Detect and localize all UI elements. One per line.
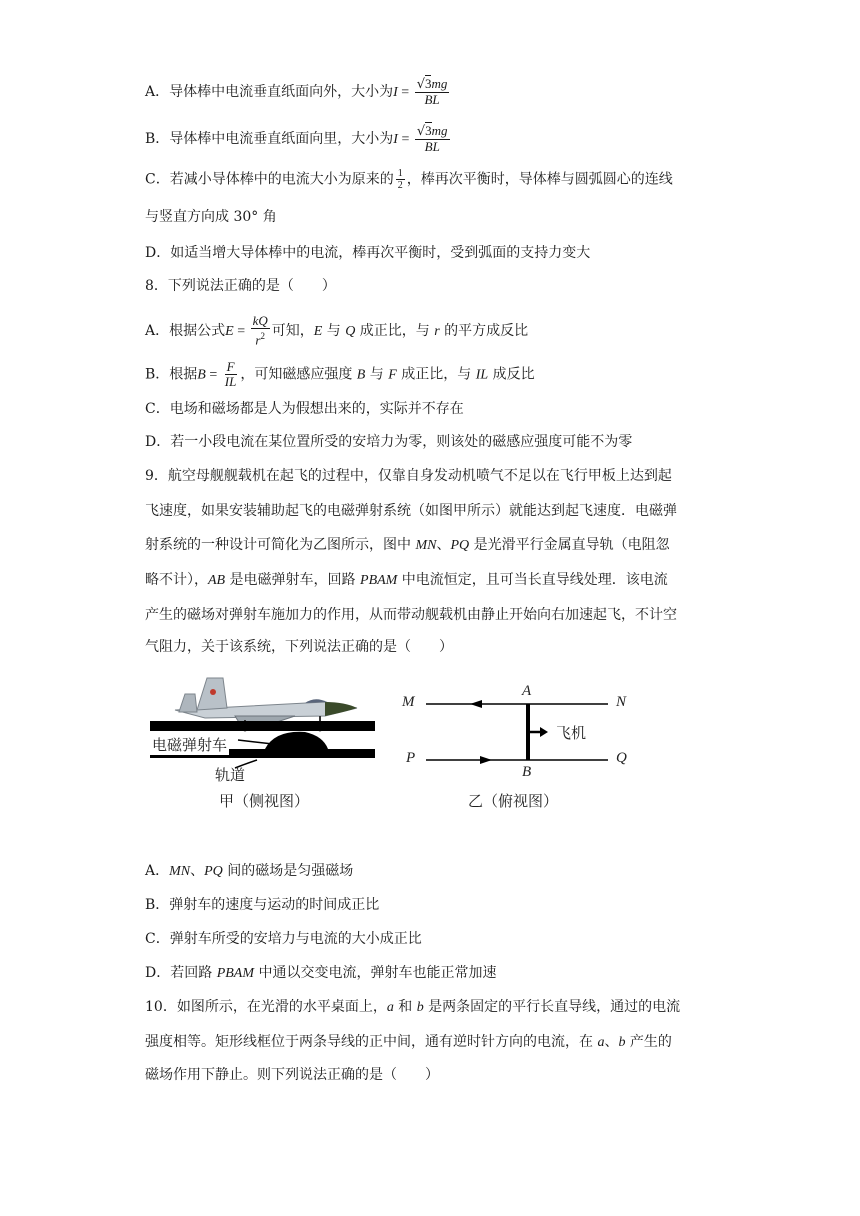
- q7-option-d: D．如适当增大导体棒中的电流，棒再次平衡时，受到弧面的支持力变大: [145, 245, 591, 261]
- q9-stem-line4: 略不计），AB 是电磁弹射车，回路 PBAM 中电流恒定，且可当长直导线处理．该电流: [145, 572, 668, 588]
- q9-option-b: B．弹射车的速度与运动的时间成正比: [145, 897, 380, 913]
- q7-option-c-line2: 与竖直方向成 30° 角: [145, 209, 277, 225]
- formula-fraction: $\frac{√3mg}{BL}$: [416, 76, 448, 107]
- q9-stem-line2: 飞速度，如果安装辅助起飞的电磁弹射系统（如图甲所示）就能达到起飞速度．电磁弹: [145, 503, 677, 519]
- q9-stem-line1: 9．航空母舰舰载机在起飞的过程中，仅靠自身发动机喷气不足以在飞行甲板上达到起: [145, 468, 672, 484]
- label-M: M: [402, 694, 415, 710]
- formula-lhs: I: [393, 85, 398, 100]
- option-text: A．导体棒中电流垂直纸面向外，大小为: [145, 84, 394, 100]
- q9-stem-line3: 射系统的一种设计可简化为乙图所示，图中 MN、PQ 是光滑平行金属直导轨（电阻忽: [145, 537, 670, 553]
- figure-jia-side-view: [145, 672, 385, 812]
- option-text: C．若减小导体棒中的电流大小为原来的: [145, 171, 394, 188]
- formula-fraction: $\frac{√3mg}{BL}$: [416, 123, 448, 154]
- label-catapult-car: 电磁弹射车: [152, 736, 228, 754]
- q8-option-d: D．若一小段电流在某位置所受的安培力为零，则该处的磁感应强度可能不为零: [145, 434, 633, 450]
- caption-yi: 乙（俯视图）: [468, 792, 559, 810]
- q7-option-c: C．若减小导体棒中的电流大小为原来的 $\frac{1}{2}$ ，棒再次平衡时，导体棒与圆弧圆心的连线: [145, 168, 673, 191]
- label-P: P: [406, 750, 416, 766]
- q7-option-b: B．导体棒中电流垂直纸面向里，大小为I = $\frac{√3mg}{BL}$: [145, 123, 448, 154]
- label-B: B: [522, 764, 532, 780]
- q7-option-a: A．导体棒中电流垂直纸面向外，大小为I = $\frac{√3mg}{BL}$: [145, 76, 448, 107]
- caption-jia: 甲（侧视图）: [219, 792, 310, 810]
- q8-option-c: C．电场和磁场都是人为假想出来的，实际并不存在: [145, 401, 464, 417]
- label-Q: Q: [616, 750, 627, 766]
- figure-yi-top-view: [398, 680, 638, 815]
- formula-fraction: $\frac{F}{IL}$: [224, 359, 237, 389]
- q10-stem-line3: 磁场作用下静止。则下列说法正确的是（ ）: [145, 1067, 439, 1083]
- q8-option-b: B．根据B = $\frac{F}{IL}$ ，可知磁感应强度 B 与 F 成正比，与 IL 成反比: [145, 359, 535, 389]
- label-track: 轨道: [215, 766, 246, 784]
- q10-stem-line1: 10．如图所示，在光滑的水平桌面上，a 和 b 是两条固定的平行长直导线，通过的电流: [145, 999, 681, 1015]
- formula-lhs: I: [393, 132, 398, 147]
- q9-option-c: C．弹射车所受的安培力与电流的大小成正比: [145, 931, 422, 947]
- q9-option-d: D．若回路 PBAM 中通以交变电流，弹射车也能正常加速: [145, 965, 497, 981]
- half-fraction: $\frac{1}{2}$: [397, 168, 403, 191]
- q9-option-a: A．MN、PQ 间的磁场是匀强磁场: [145, 863, 354, 879]
- label-N: N: [616, 694, 627, 710]
- q9-stem-line6: 气阻力，关于该系统，下列说法正确的是（ ）: [145, 639, 453, 655]
- option-text: B．导体棒中电流垂直纸面向里，大小为: [145, 131, 394, 147]
- q10-stem-line2: 强度相等。矩形线框位于两条导线的正中间，通有逆时针方向的电流，在 a、b 产生的: [145, 1034, 672, 1050]
- label-A: A: [522, 683, 532, 699]
- label-plane: 飞机: [556, 724, 587, 742]
- q8-option-a: A．根据公式E = $\frac{kQ}{r^2}$ 可知，E 与 Q 成正比，与 r 的平方成反比: [145, 313, 529, 348]
- q9-stem-line5: 产生的磁场对弹射车施加力的作用，从而带动舰载机由静止开始向右加速起飞，不计空: [145, 607, 677, 623]
- q8-stem: 8．下列说法正确的是（ ）: [145, 278, 336, 294]
- formula-fraction: $\frac{kQ}{r^2}$: [252, 313, 268, 348]
